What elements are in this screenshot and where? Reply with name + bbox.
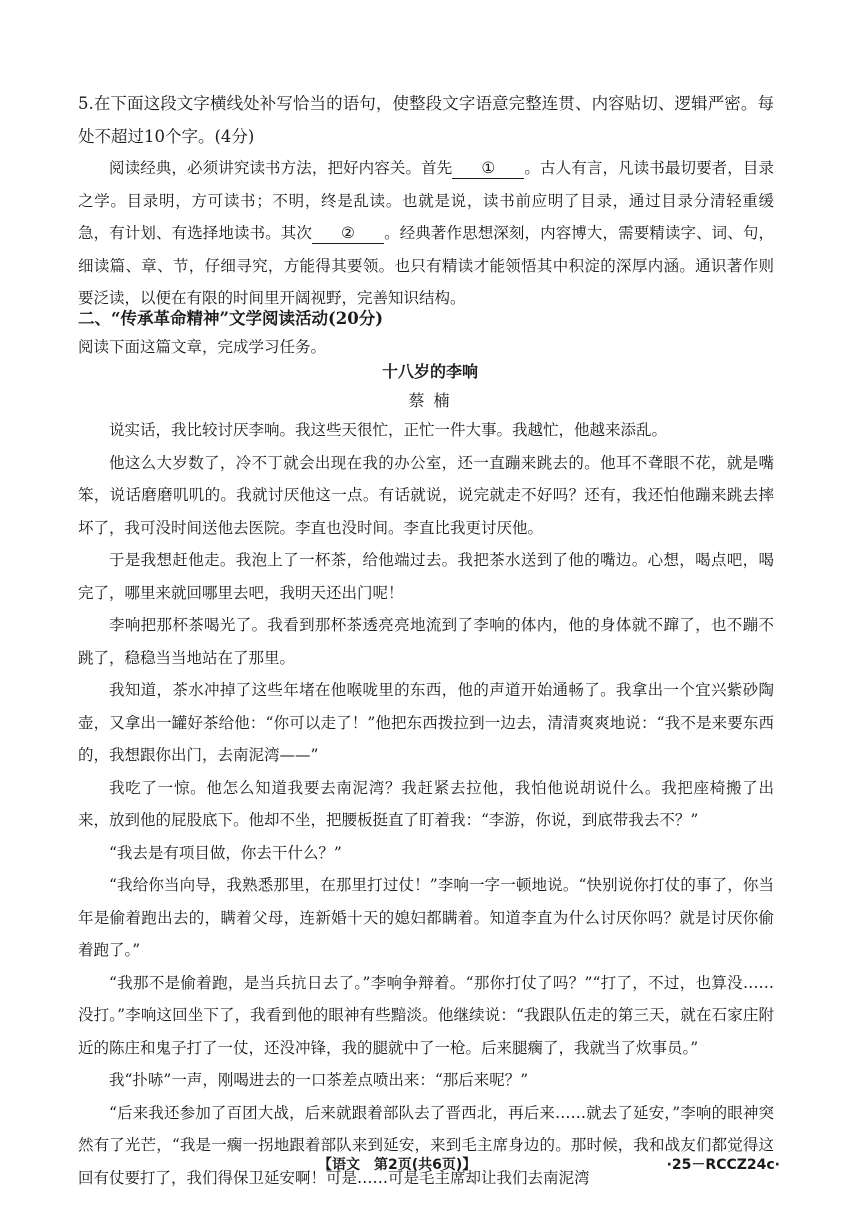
article-paragraph: 李响把那杯茶喝光了。我看到那杯茶透亮亮地流到了李响的体内，他的身体就不蹿了，也不蹦不跳了，稳稳当当地站在了那里。 — [78, 616, 774, 667]
passage-part-3: 。经典著作思想深刻，内容博大，需要精读字、词、句，细读篇、章、节，仔细寻究，方能得其要领。也只有精读才能领悟其中积淀的深厚内涵。通识著作则要泛读，以便在有限的时间里开阔视野，完善知识结构。 — [78, 224, 774, 307]
article-paragraph: “我那不是偷着跑，是当兵抗日去了。”李响争辩着。“那你打仗了吗？”“打了，不过，也算没……没打。”李响这回坐下了，我看到他的眼神有些黯淡。他继续说：“我跟队伍走的第三天，就在石家庄附近的陈庄和鬼子打了一仗，还没冲锋，我的腿就中了一枪。后来腿瘸了，我就当了炊事员。” — [78, 973, 774, 1057]
section-2-instruction: 阅读下面这篇文章，完成学习任务。 — [78, 338, 327, 356]
article-paragraph: 我吃了一惊。他怎么知道我要去南泥湾？我赶紧去拉他，我怕他说胡说什么。我把座椅搬了出来，放到他的屁股底下。他却不坐，把腰板挺直了盯着我：“李游，你说，到底带我去不？” — [78, 778, 774, 829]
answer-blank-2[interactable]: ② — [312, 223, 384, 244]
article-paragraph: “后来我还参加了百团大战，后来就跟着部队去了晋西北，再后来……就去了延安，”李响的眼神突然有了光芒，“我是一瘸一拐地跟着部队来到延安，来到毛主席身边的。那时候，我和战友们都觉得这回有仗要打了，我们得保卫延安啊！可是……可是毛主席却让我们去南泥湾 — [78, 1103, 774, 1187]
page-footer — [0, 1152, 860, 1178]
section-2-heading: 二、“传承革命精神”文学阅读活动(20分) — [78, 309, 384, 328]
passage-part-2: 。古人有言，凡读书最切要者，目录之学。目录明，方可读书；不明，终是乱读。也就是说，读书前应明了目录，通过目录分清轻重缓急，有计划、有选择地读书。其次 — [78, 159, 774, 242]
passage-part-1: 阅读经典，必须讲究读书方法，把好内容关。首先 — [109, 159, 453, 177]
article-paragraph: “我给你当向导，我熟悉那里，在那里打过仗！”李响一字一顿地说。“快别说你打仗的事了，你当年是偷着跑出去的，瞒着父母，连新婚十天的媳妇都瞒着。知道李直为什么讨厌你吗？就是讨厌你偷着跑了。” — [78, 876, 774, 959]
article-title: 十八岁的李响 — [381, 362, 478, 381]
article-paragraph: 我“扑哧”一声，刚喝进去的一口茶差点喷出来：“那后来呢？” — [109, 1071, 529, 1089]
article-body — [78, 414, 774, 1194]
page-number: 【语文 第2页(共6页)】 — [318, 1157, 477, 1173]
article-paragraph: 我知道，茶水冲掉了这些年堵在他喉咙里的东西，他的声道开始通畅了。我拿出一个宜兴紫砂陶壶，又拿出一罐好茶给他：“你可以走了！”他把东西拨拉到一边去，清清爽爽地说：“我不是来要东西的，我想跟你出门，去南泥湾——” — [78, 681, 774, 764]
question-5-prompt: 5.在下面这段文字横线处补写恰当的语句，使整段文字语意完整连贯、内容贴切、逻辑严密。每处不超过10个字。(4分) — [78, 94, 774, 146]
exam-code: ·25－RCCZ24c· — [666, 1157, 780, 1173]
article-paragraph: 他这么大岁数了，冷不丁就会出现在我的办公室，还一直蹦来跳去的。他耳不聋眼不花，就是嘴笨，说话磨磨叽叽的。我就讨厌他这一点。有话就说，说完就走不好吗？还有，我还怕他蹦来跳去摔坏了，我可没时间送他去医院。李直也没时间。李直比我更讨厌他。 — [78, 453, 774, 537]
article-paragraph: 于是我想赶他走。我泡上了一杯茶，给他端过去。我把茶水送到了他的嘴边。心想，喝点吧，喝完了，哪里来就回哪里去吧，我明天还出门呢！ — [78, 551, 774, 602]
question-5-passage — [78, 152, 774, 315]
article-paragraph: 说实话，我比较讨厌李响。我这些天很忙，正忙一件大事。我越忙，他越来添乱。 — [109, 421, 668, 439]
article-paragraph: “我去是有项目做，你去干什么？” — [109, 843, 342, 862]
article-author: 蔡 楠 — [408, 391, 452, 410]
answer-blank-1[interactable]: ① — [452, 158, 524, 179]
